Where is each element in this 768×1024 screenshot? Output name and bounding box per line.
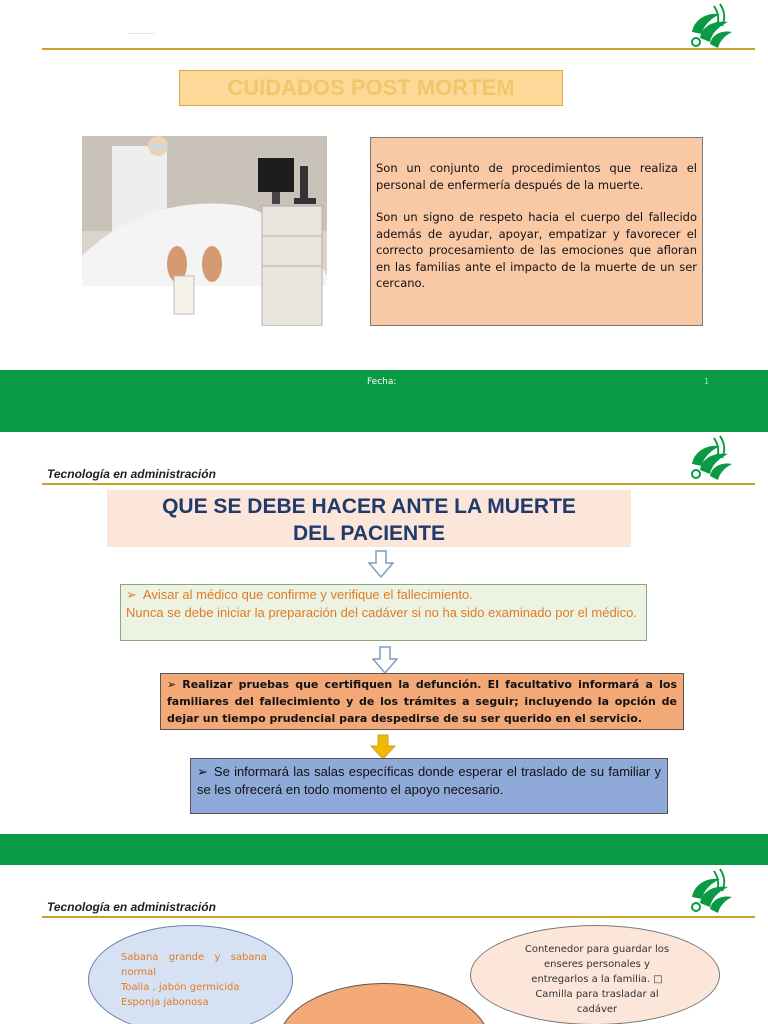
bullet-icon: ➢	[167, 678, 177, 691]
definition-box	[370, 137, 703, 326]
section-label: Tecnología en administración	[47, 467, 216, 481]
step-1-line-2: Nunca se debe iniciar la preparación del cadáver si no ha sido examinado por el médico.	[126, 605, 637, 620]
tiny-header-text: ————————	[128, 31, 156, 35]
definition-paragraph-2: Son un signo de respeto hacia el cuerpo del fallecido además de ayudar, apoyar, empatizar y favorecer el correcto procesamiento de las emociones que afloran en las familias ante el impacto de la muerte de un ser cercano.	[376, 210, 697, 290]
step-3-text: Se informará las salas específicas donde esperar el traslado de su familiar y se les ofrecerá en todo momento el apoyo necesario.	[197, 764, 661, 797]
question-title: QUE SE DEBE HACER ANTE LA MUERTE DEL PACIENTE	[107, 490, 631, 547]
center-oval	[278, 983, 490, 1024]
supplies-oval-left	[88, 925, 293, 1024]
supply-item: Sabana grande y sabana normal	[121, 952, 267, 978]
supply-item: Toalla , jabón germicida	[121, 982, 240, 993]
container-text: Contenedor para guardar los enseres personales y entregarlos a la familia. □ Camilla para trasladar al cadáver	[524, 944, 670, 1015]
definition-paragraph-1: Son un conjunto de procedimientos que realiza el personal de enfermería después de la muerte.	[376, 161, 697, 192]
slide-1	[0, 0, 768, 400]
footer-page-number: 1	[704, 377, 710, 386]
footer-date-label: Fecha:	[367, 377, 397, 387]
bullet-icon: ➢	[197, 764, 208, 779]
section-label: Tecnología en administración	[47, 900, 216, 914]
supplies-list	[121, 950, 267, 1010]
logo-icon	[684, 2, 736, 50]
logo-icon	[684, 867, 736, 915]
supply-item: Esponja jabonosa	[121, 997, 209, 1008]
step-3-box	[190, 758, 668, 814]
step-2-box	[160, 673, 684, 730]
slide-1-bottom-bar	[0, 400, 768, 432]
step-1-text-1: Avisar al médico que confirme y verifique el fallecimiento.	[142, 587, 473, 602]
slide-2	[0, 432, 768, 835]
step-1-box	[120, 584, 647, 641]
logo-icon	[684, 434, 736, 482]
slide-title: CUIDADOS POST MORTEM	[179, 70, 563, 106]
post-mortem-photo	[82, 136, 327, 326]
header-rule	[42, 48, 755, 50]
down-arrow-icon	[368, 550, 394, 582]
slide-2-bottom-bar	[0, 834, 768, 865]
footer-bar	[0, 370, 768, 400]
slide-3	[0, 865, 768, 1024]
header-rule	[42, 483, 755, 485]
step-2-text: Realizar pruebas que certifiquen la defunción. El facultativo informará a los familiares del fallecimiento y de los trámites a seguir; incluyendo la opción de dejar un tiempo prudencial para despedirse de su ser querido en el servicio.	[167, 678, 677, 725]
supplies-oval-right	[470, 925, 720, 1024]
bullet-icon: ➢	[126, 587, 137, 602]
header-rule	[42, 916, 755, 918]
step-1-line-1	[126, 586, 641, 604]
